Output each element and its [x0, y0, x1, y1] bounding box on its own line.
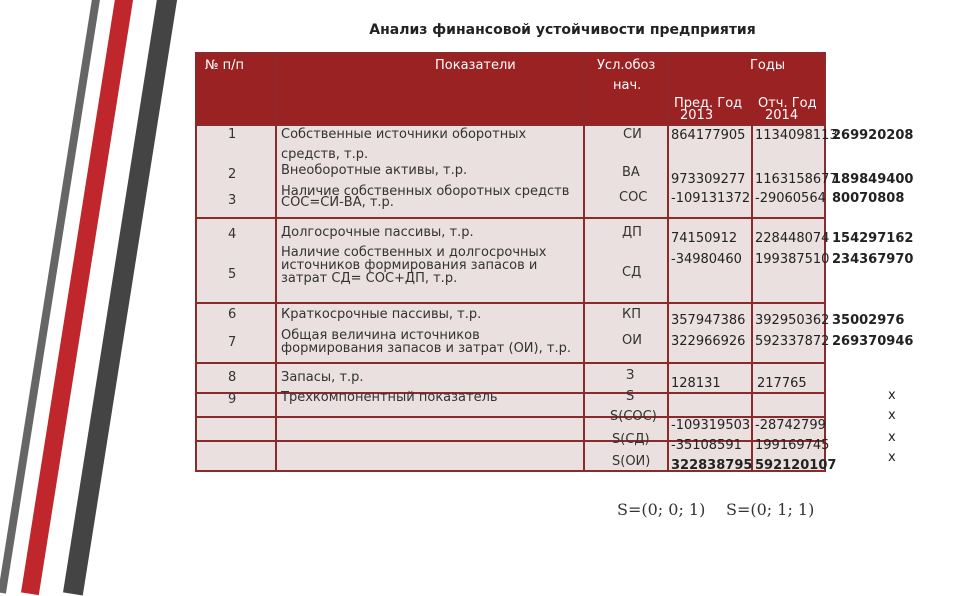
value-prev: 357947386 [671, 313, 746, 328]
code-label: S [626, 389, 635, 404]
indicator-text: Трехкомпонентный показатель [281, 390, 498, 405]
header-code-line2: нач. [613, 78, 642, 93]
value-rep: 228448074 [755, 231, 830, 246]
indicator-text: СОС=СИ-ВА, т.р. [281, 195, 394, 210]
indicator-text: Наличие собственных и долгосрочных [281, 245, 547, 260]
page-title: Анализ финансовой устойчивости предприятия [369, 22, 756, 38]
value-abs: 234367970 [832, 252, 914, 267]
row-number: 2 [228, 167, 237, 182]
value-rep: 217765 [757, 376, 807, 391]
indicator-text: Общая величина источников [281, 328, 480, 343]
code-label: ОИ [622, 333, 642, 348]
value-prev: 322966926 [671, 334, 746, 349]
value-rep: -29060564 [755, 191, 826, 206]
row-number: 6 [228, 307, 237, 322]
code-label: S(СОС) [610, 409, 657, 424]
header-num: № п/п [205, 58, 245, 73]
header-abs-line1: Абс. [845, 58, 874, 73]
indicator-text: Краткосрочные пассивы, т.р. [281, 307, 482, 322]
row-number: 4 [228, 227, 237, 242]
indicator-text: средств, т.р. [281, 147, 369, 162]
value-rep: -28742799 [755, 418, 826, 433]
x-mark: х [888, 450, 896, 465]
header-code-line1: Усл.обоз [597, 58, 656, 73]
code-label: ВА [622, 165, 640, 180]
code-label: СД [622, 265, 642, 280]
header-prev-line1: Пред. Год [674, 96, 743, 111]
indicator-text: затрат СД= СОС+ДП, т.р. [281, 271, 458, 286]
x-mark: х [888, 408, 896, 423]
header-rep-line2: 2014 [765, 108, 799, 123]
value-abs: 189849400 [832, 172, 914, 187]
indicator-text: Запасы, т.р. [281, 370, 364, 385]
indicator-text: Внеоборотные активы, т.р. [281, 163, 468, 178]
value-rep: 199169745 [755, 438, 830, 453]
indicator-text: Собственные источники оборотных [281, 127, 527, 142]
value-prev: 128131 [671, 376, 721, 391]
value-prev: -109319503 [671, 418, 751, 433]
value-abs: 35002976 [832, 313, 905, 328]
value-rep: 1134098113 [755, 128, 838, 143]
row-divider [197, 362, 824, 364]
header-abs-line2: отклон. [838, 78, 891, 93]
value-prev: 74150912 [671, 231, 738, 246]
row-number: 3 [228, 193, 237, 208]
code-label: СОС [619, 190, 648, 205]
row-number: 5 [228, 267, 237, 282]
value-rep: 592337872 [755, 334, 830, 349]
value-abs: 269370946 [832, 334, 914, 349]
indicator-text: формирования запасов и затрат (ОИ), т.р. [281, 341, 571, 356]
code-label: СИ [623, 127, 642, 142]
formula-rep: S=(0; 1; 1) [726, 500, 815, 519]
row-number: 9 [228, 392, 237, 407]
value-abs: 154297162 [832, 231, 914, 246]
row-divider [197, 302, 824, 304]
row-number: 1 [228, 127, 237, 142]
value-abs: 80070808 [832, 191, 905, 206]
value-abs: 269920208 [832, 128, 914, 143]
header-cell-indicator [277, 54, 583, 124]
row-number: 8 [228, 370, 237, 385]
row-divider [197, 217, 824, 219]
value-rep: 592120107 [755, 458, 837, 473]
indicator-text: источников формирования запасов и [281, 258, 538, 273]
code-label: КП [622, 307, 642, 322]
indicator-text: Долгосрочные пассивы, т.р. [281, 225, 474, 240]
value-prev: 322838795 [671, 458, 753, 473]
code-label: ДП [622, 225, 642, 240]
header-indicator: Показатели [435, 58, 516, 73]
row-number: 7 [228, 335, 237, 350]
value-prev: 864177905 [671, 128, 746, 143]
indicator-text: Наличие собственных оборотных средств [281, 184, 570, 199]
value-prev: 973309277 [671, 172, 746, 187]
value-rep: 199387510 [755, 252, 830, 267]
value-prev: -109131372 [671, 191, 751, 206]
code-label: S(ОИ) [612, 454, 651, 469]
code-label: З [626, 368, 635, 383]
header-prev-line2: 2013 [680, 108, 714, 123]
x-mark: х [888, 430, 896, 445]
value-prev: -34980460 [671, 252, 742, 267]
header-years: Годы [750, 58, 786, 73]
value-prev: -35108591 [671, 438, 742, 453]
value-rep: 392950362 [755, 313, 830, 328]
header-rep-line1: Отч. Год [758, 96, 817, 111]
formula-prev: S=(0; 0; 1) [617, 500, 706, 519]
code-label: S(СД) [612, 432, 650, 447]
x-mark: х [888, 388, 896, 403]
value-rep: 1163158677 [755, 172, 838, 187]
